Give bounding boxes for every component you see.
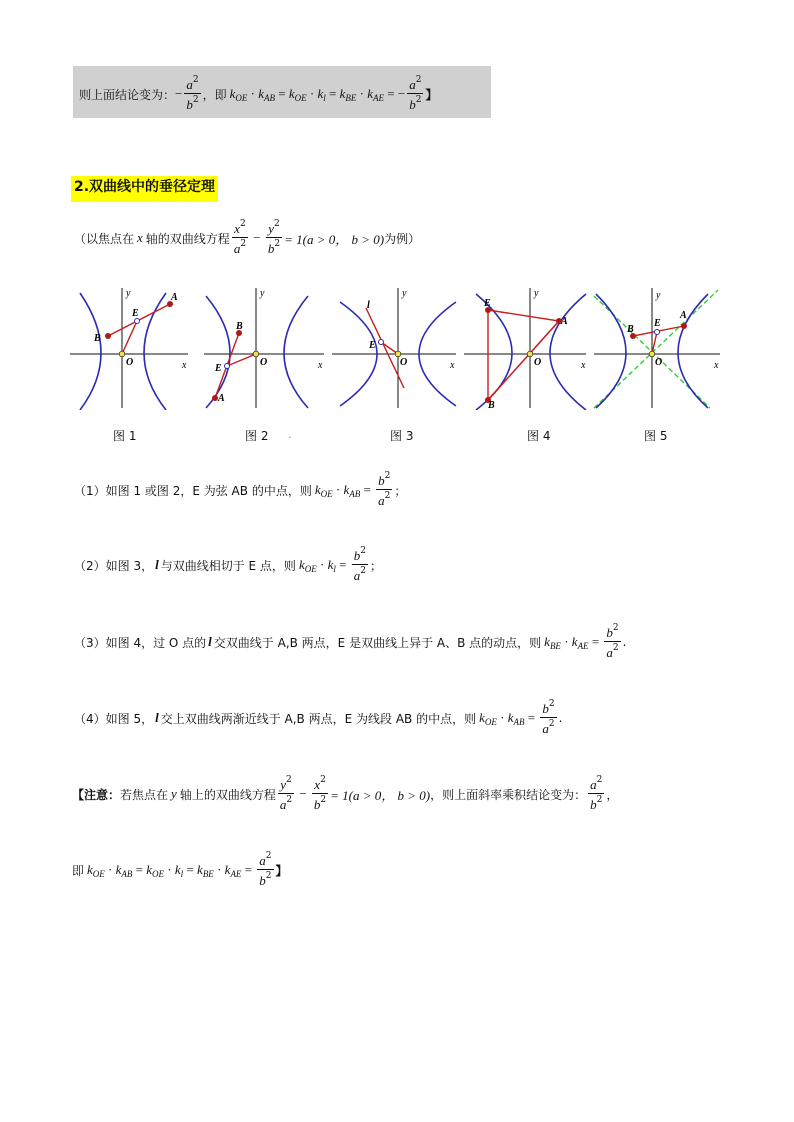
- fig3-label-e: E: [369, 340, 376, 351]
- sub: BE: [345, 92, 357, 103]
- figure-2-caption: 图 2: [245, 429, 269, 443]
- note-eq-tail: = 1(a > 0， b > 0): [330, 787, 431, 803]
- note-colon: ：: [108, 787, 121, 802]
- note-line2-pre: 即: [72, 863, 85, 878]
- item-1-sub2: AB: [349, 488, 361, 499]
- fig4-label-b: B: [488, 400, 495, 410]
- summary-ji: ，即: [202, 87, 227, 102]
- note-pre: 若焦点在: [120, 787, 169, 802]
- note-end: 】: [275, 863, 288, 878]
- note-mid: 轴上的双曲线方程: [179, 787, 276, 802]
- item-2-sub2: l: [333, 563, 336, 574]
- k-chain-1: [230, 86, 248, 103]
- item-1-text: （1）如图 1 或图 2，E 为弦 AB 的中点，则: [74, 483, 312, 498]
- k: k: [258, 85, 265, 101]
- item-4-l: l: [155, 710, 159, 725]
- close-bracket: 】: [425, 87, 438, 102]
- item-4-text: （4）如图 5，: [74, 711, 154, 726]
- item-2-end: ；: [369, 558, 382, 573]
- minus-sign: −: [175, 86, 183, 101]
- fig1-x-label: x: [182, 360, 187, 371]
- item-1-sub1: OE: [320, 488, 333, 499]
- minus-sign: −: [397, 86, 406, 101]
- frac-y2-b2: $\frac{y^2}{b^2}$: [267, 219, 281, 256]
- item-3-sub1: BE: [549, 640, 561, 651]
- den-var: b: [186, 97, 193, 112]
- sub: AE: [373, 92, 385, 103]
- hyperbola-figures: [70, 288, 730, 410]
- fig2-label-e: E: [215, 363, 222, 374]
- num-var: a: [186, 77, 193, 92]
- fig2-label-o: O: [260, 357, 268, 368]
- item-4-text2: 交上双曲线两渐近线于 A,B 两点，E 为线段 AB 的中点，则: [160, 711, 477, 726]
- item-3-text2: 交双曲线于 A,B 两点，E 是双曲线上异于 A、B 点的动点，则: [213, 635, 542, 650]
- summary-prefix: 则上面结论变为：: [79, 87, 176, 102]
- sub: OE: [294, 92, 307, 103]
- fig5-label-a: A: [680, 310, 687, 321]
- sub: l: [323, 92, 326, 103]
- num-var: a: [409, 77, 416, 92]
- fraction-a2-b2-tail: [407, 76, 423, 112]
- figure-4-caption: 图 4: [527, 429, 551, 443]
- intro-eq-tail: = 1(a > 0， b > 0): [284, 231, 385, 247]
- note-line-1: 【注意 ： 若焦点在 y 轴上的双曲线方程 $\frac{y^2}{a^2}$ − $\frac{x^2}{b^2}$ = 1(a > 0， b > 0) ，则上面斜率乘积结论变为： $\frac{a^2}{b^2}$ ，: [72, 775, 619, 812]
- k: k: [339, 85, 346, 101]
- fig1-y-label: y: [126, 288, 131, 299]
- num-exp: 2: [192, 75, 199, 85]
- item-3-end: .: [622, 635, 627, 649]
- fig1-origin: [119, 351, 125, 357]
- fig1-right-branch: [144, 293, 166, 410]
- intro-pre: （以焦点在: [74, 231, 135, 246]
- intro-var: x: [137, 230, 143, 245]
- fig2-label-b: B: [236, 321, 243, 332]
- item-3-text: （3）如图 4，过 O 点的: [74, 635, 207, 650]
- note-var: y: [171, 786, 177, 801]
- fig5-label-b: B: [627, 324, 634, 335]
- summary-formula: 则上面结论变为： − $\frac{a^2}{b^2}$ ，即 $k_{OE}$ · $k_{AB}$ = $k_{OE}$ · $k_l$ = $k_{BE}$ · $k_{AE}$ = − $\frac{a^2}{b^2}$ 】: [79, 75, 438, 112]
- item-4: （4）如图 5， l 交上双曲线两渐近线于 A,B 两点，E 为线段 AB 的中点，则 $k_{OE}$ · $k_{AB}$ = $\frac{b^2}{a^2}$ .: [74, 699, 563, 736]
- figure-4: [464, 288, 586, 410]
- note-line-2: 即 $k_{OE}$ · $k_{AB}$ = $k_{OE}$ · $k_l$ = $k_{BE}$ · $k_{AE}$ = $\frac{a^2}{b^2}$ 】: [72, 851, 288, 888]
- fig4-x-label: x: [581, 360, 586, 371]
- fig1-label-o: O: [126, 357, 134, 368]
- fraction-a2-b2: [184, 76, 200, 112]
- figure-5-caption: 图 5: [644, 429, 668, 443]
- item-3: （3）如图 4，过 O 点的 l 交双曲线于 A,B 两点，E 是双曲线上异于 A、B 点的动点，则 $k_{BE}$ · $k_{AE}$ = $\frac{b^2}{a^2}$ .: [74, 623, 627, 660]
- fig5-label-o: O: [655, 357, 663, 368]
- k: k: [229, 85, 236, 101]
- sub: AB: [264, 92, 276, 103]
- item-4-sub2: AB: [513, 716, 525, 727]
- fig1-left-branch: [80, 293, 101, 410]
- k-chain-3: [289, 86, 307, 103]
- k-chain-5: [340, 86, 357, 103]
- figure-1: [70, 288, 188, 410]
- fig5-y-label: y: [656, 290, 661, 301]
- item-3-l: l: [208, 634, 212, 649]
- fig4-y-label: y: [534, 288, 539, 299]
- item-4-end: .: [558, 711, 563, 725]
- k-chain-4: [317, 86, 325, 103]
- section-title: 2.双曲线中的垂径定理: [71, 176, 218, 202]
- k: k: [317, 85, 324, 101]
- k: k: [288, 85, 295, 101]
- k: k: [367, 85, 374, 101]
- fig1-point-e: [135, 319, 140, 324]
- note-comma: ，: [606, 787, 619, 802]
- fig5-x-label: x: [714, 360, 719, 371]
- figure-5: [594, 288, 720, 408]
- k-chain-2: [258, 86, 275, 103]
- figure-3: [332, 288, 456, 408]
- fig2-label-a: A: [218, 393, 225, 404]
- intro-line: （以焦点在 x 轴的双曲线方程 $\frac{x^2}{a^2}$ − $\frac{y^2}{b^2}$ = 1(a > 0， b > 0) 为例）: [74, 219, 421, 256]
- fig4-label-a: A: [561, 316, 568, 327]
- fig3-x-label: x: [450, 360, 455, 371]
- intro-mid: 轴的双曲线方程: [145, 231, 230, 246]
- sub: OE: [235, 92, 248, 103]
- stray-dot: .: [288, 427, 292, 441]
- item-2-l: l: [155, 557, 159, 572]
- item-1: （1）如图 1 或图 2，E 为弦 AB 的中点，则 $k_{OE}$ · $k_{AB}$ = $\frac{b^2}{a^2}$ ；: [74, 471, 407, 508]
- den-exp: 2: [415, 95, 422, 105]
- fig2-y-label: y: [260, 288, 265, 299]
- frac-x2-a2: $\frac{x^2}{a^2}$: [233, 219, 247, 256]
- item-1-end: ；: [394, 483, 407, 498]
- item-2-sub1: OE: [304, 563, 317, 574]
- fig4-label-e: E: [484, 298, 491, 309]
- figure-2: [204, 288, 324, 408]
- summary-box: [73, 66, 491, 118]
- fig1-label-a: A: [171, 292, 178, 303]
- note-post: ，则上面斜率乘积结论变为：: [430, 787, 587, 802]
- fig5-label-e: E: [654, 318, 661, 329]
- k-chain-6: [367, 86, 384, 103]
- num-exp: 2: [415, 75, 422, 85]
- item-4-sub1: OE: [484, 716, 497, 727]
- figure-1-caption: 图 1: [113, 429, 137, 443]
- fig2-x-label: x: [318, 360, 323, 371]
- fig3-y-label: y: [402, 288, 407, 299]
- fig1-point-b: [105, 333, 111, 339]
- item-2-text2: 与双曲线相切于 E 点，则: [160, 558, 296, 573]
- den-var: b: [409, 97, 416, 112]
- fig4-label-o: O: [534, 357, 542, 368]
- den-exp: 2: [192, 95, 199, 105]
- item-3-sub2: AE: [577, 640, 589, 651]
- fig1-label-e: E: [132, 308, 139, 319]
- item-2-text: （2）如图 3，: [74, 558, 154, 573]
- intro-post: 为例）: [384, 231, 421, 246]
- note-label: 【注意: [72, 787, 109, 802]
- fig3-label-l: l: [367, 300, 370, 311]
- fig1-label-b: B: [94, 333, 101, 344]
- item-2: （2）如图 3， l 与双曲线相切于 E 点，则 $k_{OE}$ · $k_l$ = $\frac{b^2}{a^2}$ ；: [74, 546, 382, 583]
- figure-3-caption: 图 3: [390, 429, 414, 443]
- fig3-label-o: O: [400, 357, 408, 368]
